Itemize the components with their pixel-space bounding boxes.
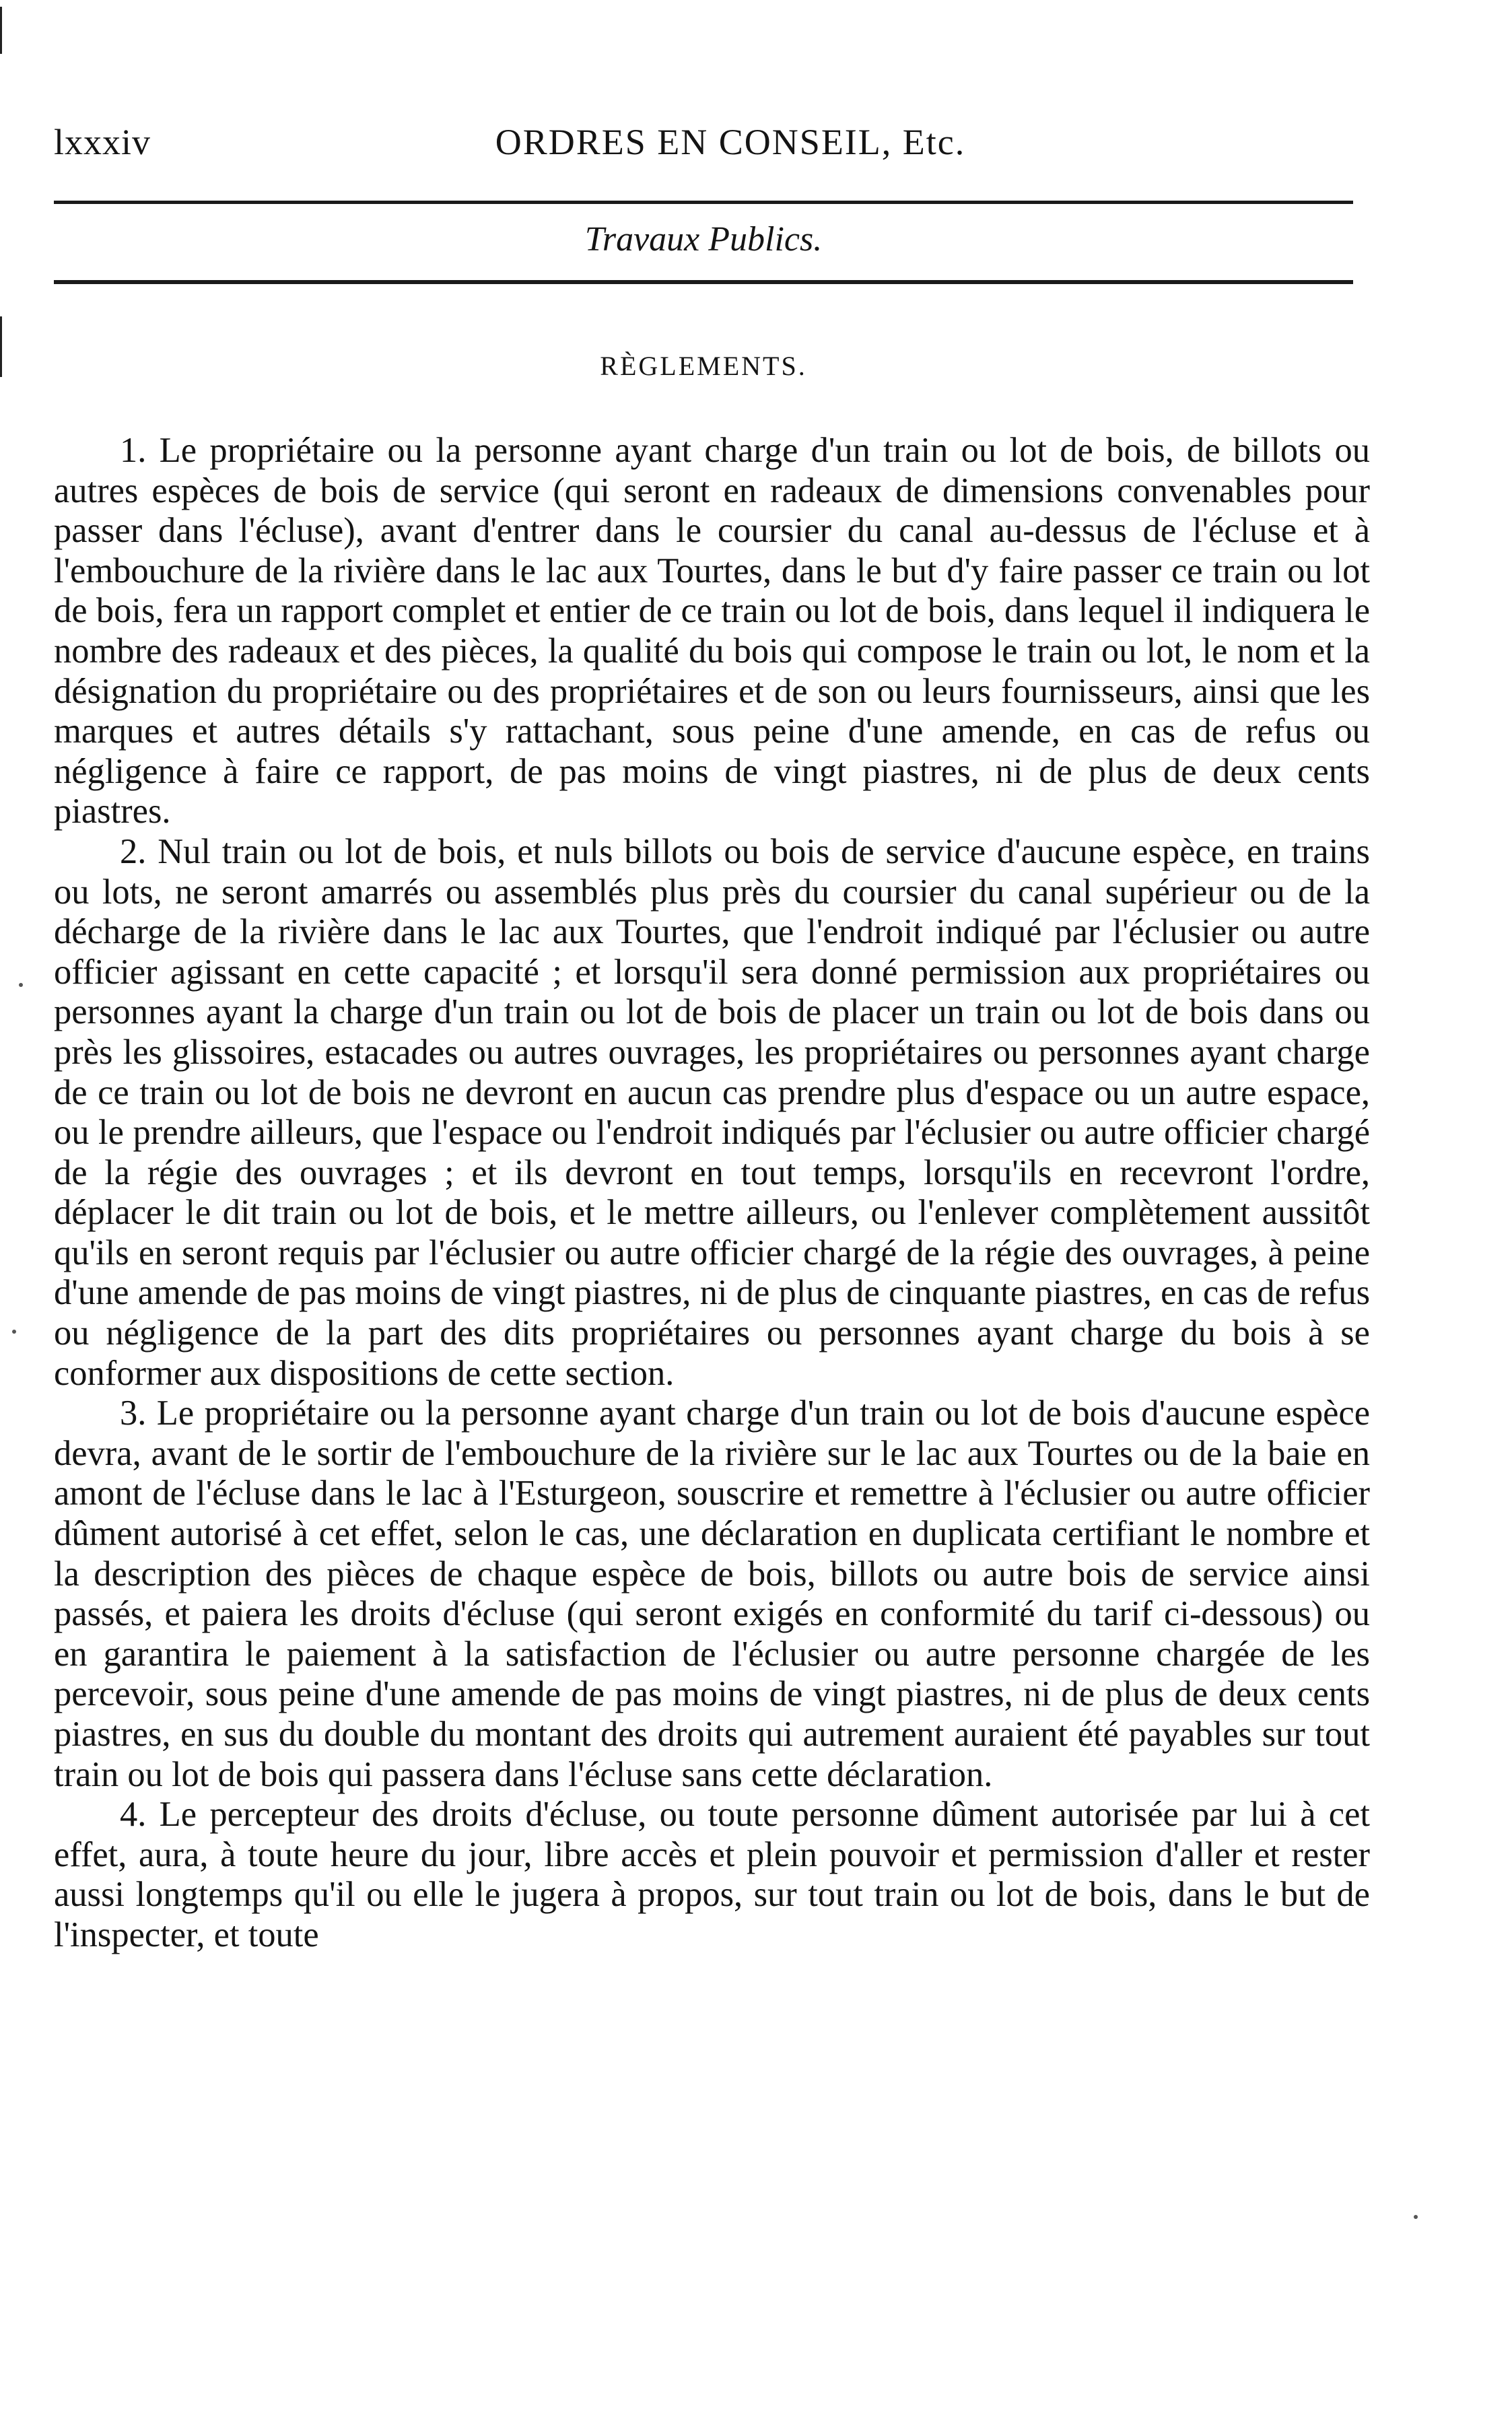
paragraph-3: 3. Le propriétaire ou la personne ayant charge d'un train ou lot de bois d'aucune espèce devra, avant de le sortir de l'embouchure de la rivière sur le lac aux Tourtes ou de la baie en amont de l'écluse dans le lac à l'Esturgeon, souscrire et remettre à l'éclusier ou autre officier dûment autorisé à cet effet, selon le cas, une déclaration en duplicata certifiant le nombre et la description des pièces de chaque espèce de bois, billots ou autre bois de service ainsi passés, et paiera les droits d'écluse (qui seront exigés en conformité du tarif ci-dessous) ou en garantira le paiement à la satisfaction de l'éclusier ou autre personne chargée de les percevoir, sous peine d'une amende de pas moins de vingt piastres, ni de plus de deux cents piastres, en sus du double du montant des droits qui autrement auraient été payables sur tout train ou lot de bois qui passera dans l'écluse sans cette déclaration. [54, 1394, 1370, 1794]
section-title: Travaux Publics. [584, 220, 823, 259]
margin-mark [19, 983, 23, 987]
running-title: ORDRES EN CONSEIL, Etc. [495, 122, 966, 162]
paragraph-4: 4. Le percepteur des droits d'écluse, ou toute personne dûment autorisée par lui à cet effet, aura, à toute heure du jour, libre accès et plein pouvoir et permission d'aller et rester aussi longtemps qu'il ou elle le jugera à propos, sur tout train ou lot de bois, dans le but de l'inspecter, et toute [54, 1795, 1370, 1954]
header-rule-bottom [54, 280, 1353, 284]
paragraph-2: 2. Nul train ou lot de bois, et nuls billots ou bois de service d'aucune espèce, en trains ou lots, ne seront amarrés ou assemblés plus près du coursier du canal supérieur ou de la décharge de la rivière dans le lac aux Tourtes, que l'endroit indiqué par l'éclusier ou autre officier agissant en cette capacité ; et lorsqu'il sera donné permission aux propriétaires ou personnes ayant la charge d'un train ou lot de bois de placer un train ou lot de bois dans ou près les glissoires, estacades ou autres ouvrages, les propriétaires ou personnes ayant charge de ce train ou lot de bois ne devront en aucun cas prendre plus d'espace ou un autre espace, ou le prendre ailleurs, que l'espace ou l'endroit indiqués par l'éclusier ou autre officier chargé de la régie des ouvrages ; et ils devront en tout temps, lorsqu'ils en recevront l'ordre, déplacer le dit train ou lot de bois, et le mettre ailleurs, ou l'enlever complètement aussitôt qu'ils en seront requis par l'éclusier ou autre officier chargé de la régie des ouvrages, à peine d'une amende de pas moins de vingt piastres, ni de plus de cinquante piastres, en cas de refus ou négligence de la part des dits propriétaires ou personnes ayant charge du bois à se conformer aux dispositions de cette section. [54, 831, 1370, 1393]
margin-mark [1414, 2215, 1418, 2219]
paragraph-1: 1. Le propriétaire ou la personne ayant charge d'un train ou lot de bois, de billots ou autres espèces de bois de service (qui seront en radeaux de dimensions convenables pour passer dans l'écluse), avant d'entrer dans le coursier du canal au-dessus de l'écluse et à l'embouchure de la rivière dans le lac aux Tourtes, dans le but d'y faire passer ce train ou lot de bois, fera un rapport complet et entier de ce train ou lot de bois, dans lequel il indiquera le nombre des radeaux et des pièces, la qualité du bois qui compose le train ou lot, le nom et la désignation du propriétaire ou des propriétaires et de son ou leurs fournisseurs, ainsi que les marques et autres détails s'y rattachant, sous peine d'une amende, en cas de refus ou négligence à faire ce rapport, de pas moins de vingt piastres, ni de plus de deux cents piastres. [54, 431, 1370, 831]
regulations-heading: RÈGLEMENTS. [600, 351, 807, 381]
body-text [54, 431, 1370, 1956]
page-header [54, 121, 1407, 175]
page-number: lxxxiv [54, 122, 151, 162]
scan-edge-mark [0, 316, 2, 377]
scan-edge-mark [0, 7, 2, 54]
header-rule-top [54, 201, 1353, 204]
margin-mark [12, 1330, 16, 1334]
